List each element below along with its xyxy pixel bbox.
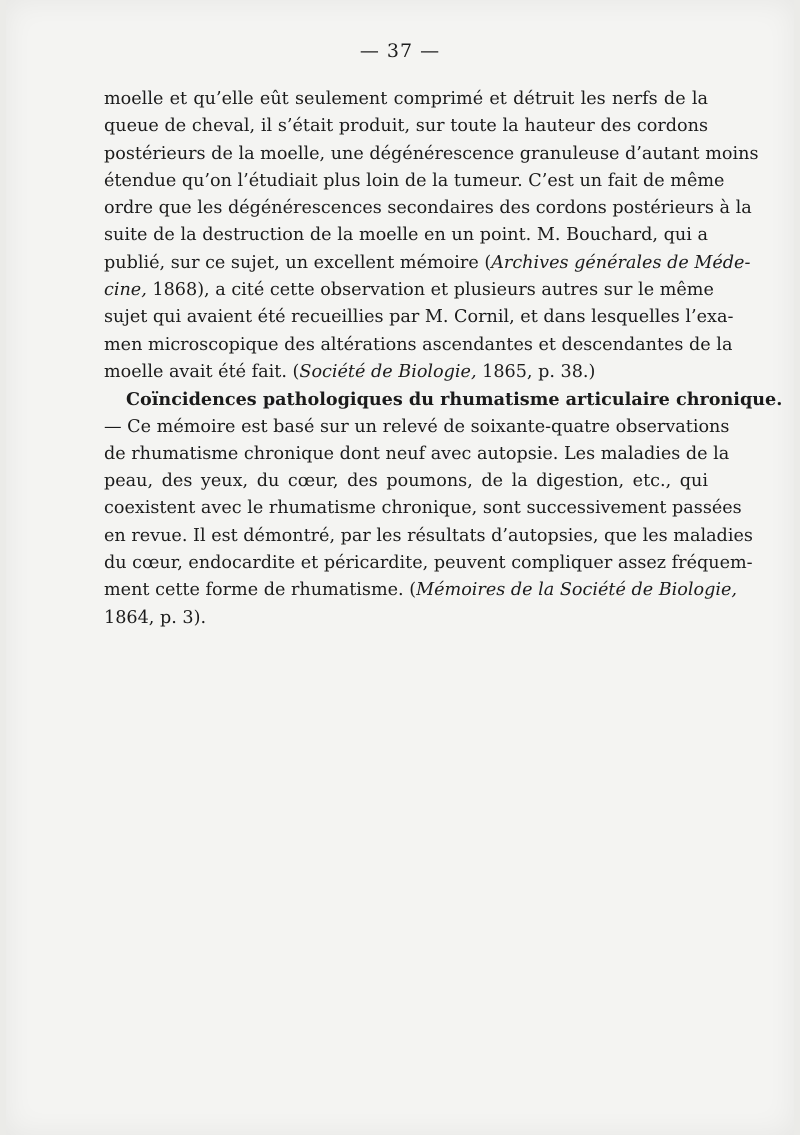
citation-title: cine, <box>104 280 147 301</box>
text-line: peau, des yeux, du cœur, des poumons, de la digestion, etc., qui <box>104 471 708 492</box>
page-number: — 37 — <box>359 40 441 62</box>
text-line: men microscopique des altérations ascendantes et descendantes de la <box>104 334 733 355</box>
text-line: du cœur, endocardite et péricardite, peuvent compliquer assez fréquem- <box>104 553 753 574</box>
text-line: 1864, p. 3). <box>104 607 207 628</box>
text-line: ordre que les dégénérescences secondaires des cordons postérieurs à la <box>104 198 752 219</box>
text-line: suite de la destruction de la moelle en un point. M. Bouchard, qui a <box>104 225 708 246</box>
text-segment: publié, sur ce sujet, un excellent mémoire ( <box>104 252 492 273</box>
text-line: coexistent avec le rhumatisme chronique, sont successivement passées <box>104 498 742 519</box>
text-line: queue de cheval, il s’était produit, sur toute la hauteur des cordons <box>104 116 708 137</box>
text-line: moelle et qu’elle eût seulement comprimé et détruit les nerfs de la <box>104 89 708 109</box>
text-line <box>104 577 737 604</box>
text-line: de rhumatisme chronique dont neuf avec autopsie. Les maladies de la <box>104 443 730 464</box>
document-page <box>6 0 794 1135</box>
paragraph-rheumatism <box>104 386 783 632</box>
citation-title: Archives générales de Méde- <box>491 252 751 273</box>
text-line <box>104 359 708 386</box>
text-line: sujet qui avaient été recueillies par M. Cornil, et dans lesquelles l’exa- <box>104 307 734 328</box>
body-text <box>104 86 783 632</box>
text-line: étendue qu’on l’étudiait plus loin de la tumeur. C’est un fait de même <box>104 170 725 191</box>
text-segment: 1868), a cité cette observation et plusieurs autres sur le même <box>146 280 714 301</box>
text-line <box>104 250 751 277</box>
citation-title: Société de Biologie, <box>299 361 477 382</box>
text-line <box>104 277 714 304</box>
text-segment: ment cette forme de rhumatisme. ( <box>104 580 417 601</box>
text-segment: 1865, p. 38.) <box>476 361 596 382</box>
section-heading: Coïncidences pathologiques du rhumatisme articulaire chronique. <box>126 389 783 411</box>
citation-title: Mémoires de la Société de Biologie, <box>416 580 737 601</box>
text-line: postérieurs de la moelle, une dégénérescence granuleuse d’autant moins <box>104 143 759 164</box>
text-line: — Ce mémoire est basé sur un relevé de soixante-quatre observations <box>104 416 730 437</box>
text-segment: moelle avait été fait. ( <box>104 361 300 382</box>
text-line: en revue. Il est démontré, par les résultats d’autopsies, que les maladies <box>104 525 753 546</box>
paragraph-spinal-cord-degeneration <box>104 86 759 386</box>
